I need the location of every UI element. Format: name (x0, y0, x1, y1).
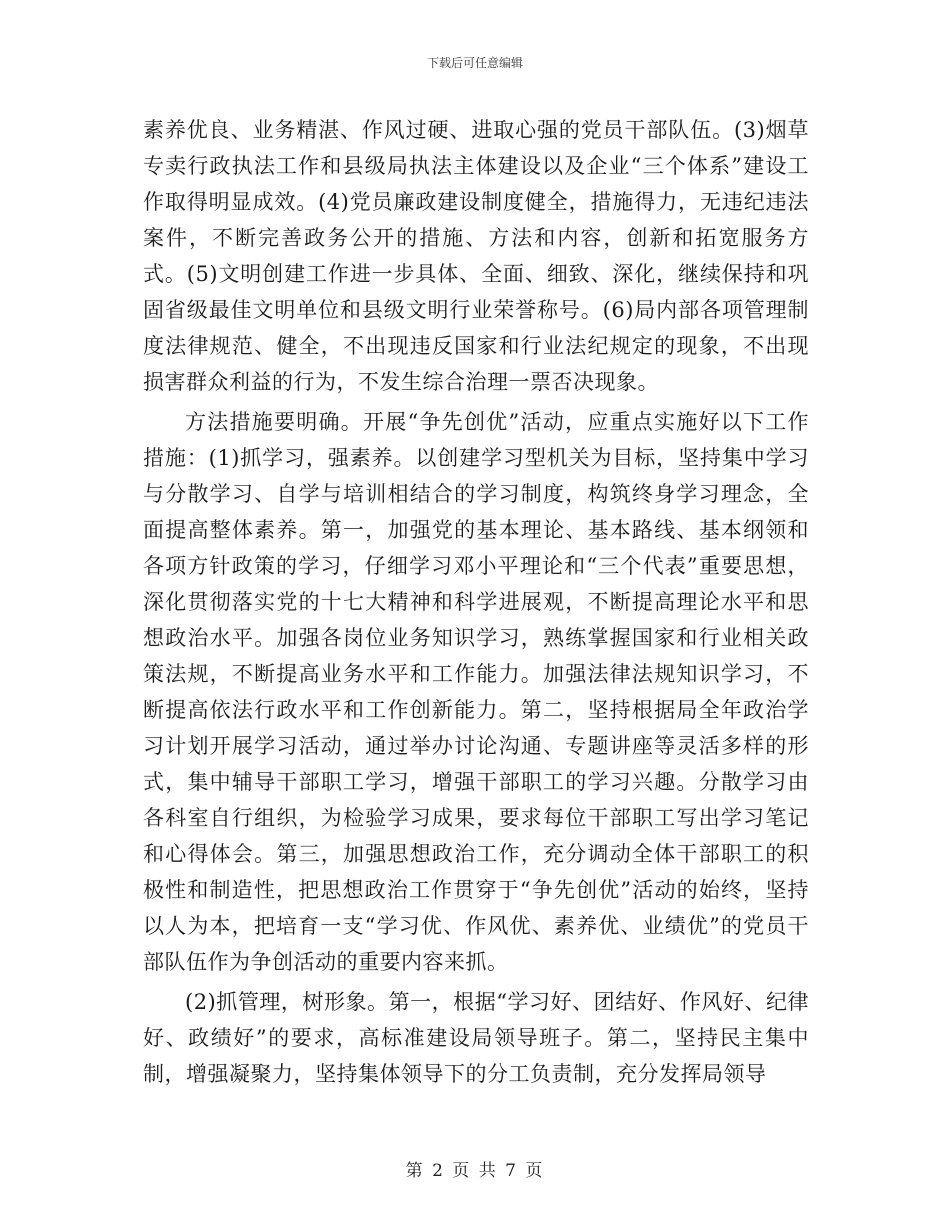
paragraph-management: (2)抓管理，树形象。第一，根据“学习好、团结好、作风好、纪律好、政绩好”的要求，高标准建设局领导班子。第二，坚持民主集中制，增强凝聚力，坚持集体领导下的分工负责制，充分发挥局领导 (143, 990, 809, 1086)
page-header-note: 下载后可任意编辑 (426, 56, 523, 70)
paragraph-goals-continued: 素养优良、业务精湛、作风过硬、进取心强的党员干部队伍。(3)烟草专卖行政执法工作和县级局执法主体建设以及企业“三个体系”建设工作取得明显成效。(4)党员廉政建设制度健全，措施得力，无违纪违法案件，不断完善政务公开的措施、方法和内容，创新和拓宽服务方式。(5)文明创建工作进一步具体、全面、细致、深化，继续保持和巩固省级最佳文明单位和县级文明行业荣誉称号。(6)局内部各项管理制度法律规范、健全，不出现违反国家和行业法纪规定的现象，不出现损害群众利益的行为，不发生综合治理一票否决现象。 (143, 118, 809, 394)
paragraph-methods: 方法措施要明确。开展“争先创优”活动，应重点实施好以下工作措施：(1)抓学习，强素养。以创建学习型机关为目标，坚持集中学习与分散学习、自学与培训相结合的学习制度，构筑终身学习理念，全面提高整体素养。第一，加强党的基本理论、基本路线、基本纲领和各项方针政策的学习，仔细学习邓小平理论和“三个代表”重要思想，深化贯彻落实党的十七大精神和科学进展观，不断提高理论水平和思想政治水平。加强各岗位业务知识学习，熟练掌握国家和行业相关政策法规，不断提高业务水平和工作能力。加强法律法规知识学习，不断提高依法行政水平和工作创新能力。第二，坚持根据局全年政治学习计划开展学习活动，通过举办讨论沟通、专题讲座等灵活多样的形式，集中辅导干部职工学习，增强干部职工的学习兴趣。分散学习由各科室自行组织，为检验学习成果，要求每位干部职工写出学习笔记和心得体会。第三，加强思想政治工作，充分调动全体干部职工的积极性和制造性，把思想政治工作贯穿于“争先创优”活动的始终，坚持以人为本，把培育一支“学习优、作风优、素养优、业绩优”的党员干部队伍作为争创活动的重要内容来抓。 (143, 410, 809, 974)
document-body (143, 112, 809, 1092)
page-number-footer: 第 2 页 共 7 页 (405, 1161, 545, 1181)
